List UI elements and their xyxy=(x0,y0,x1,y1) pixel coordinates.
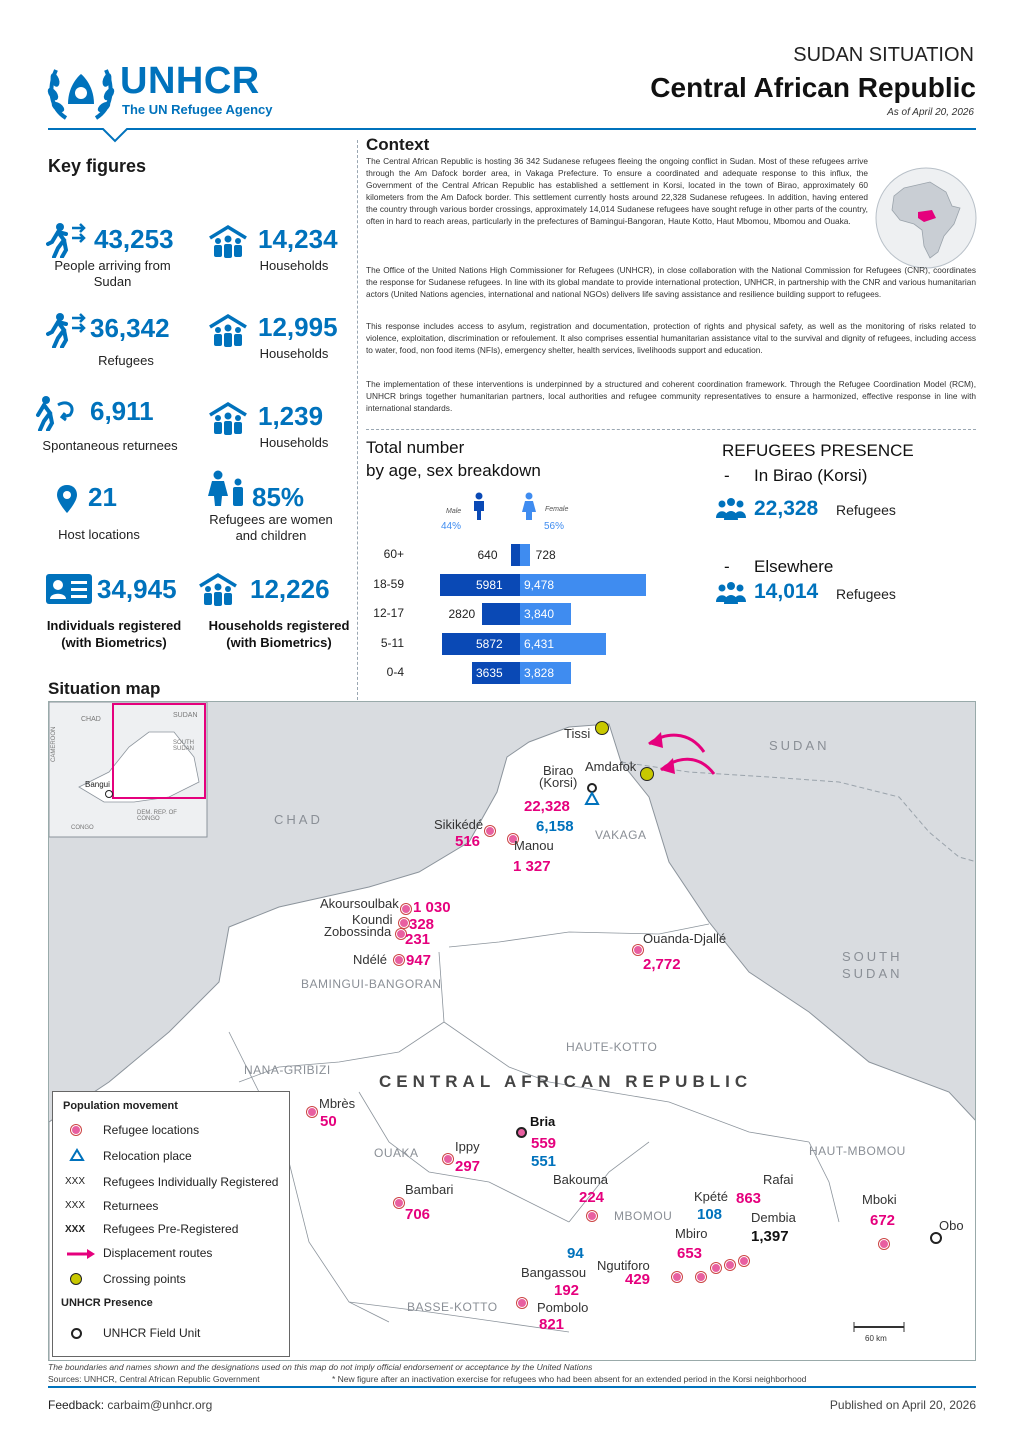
birao-returnees: 6,158 xyxy=(536,818,574,835)
sikikede-refugees: 516 xyxy=(455,833,481,850)
female-bar-value: 6,431 xyxy=(524,636,555,651)
legend-route-arrow-icon xyxy=(65,1248,97,1260)
refugee-location-dot xyxy=(399,918,409,928)
legend-preregistered: Refugees Pre-Registered xyxy=(103,1222,239,1236)
zobossinda-refugees: 231 xyxy=(405,931,431,948)
place-zobossinda: Zobossinda xyxy=(324,924,392,939)
place-ippy: Ippy xyxy=(455,1139,480,1154)
inset-cameroon: CAMEROON xyxy=(51,726,57,762)
returnee-households-value: 1,239 xyxy=(258,401,324,431)
place-korsi: (Korsi) xyxy=(539,775,578,790)
section-divider xyxy=(366,429,976,430)
situation-map-title: Situation map xyxy=(48,679,161,698)
household-icon xyxy=(206,224,250,258)
age-group-label: 12-17 xyxy=(373,606,404,620)
birao-value: 22,328 xyxy=(754,497,819,520)
bambari-refugees: 706 xyxy=(405,1206,431,1223)
field-unit-obo xyxy=(930,1232,942,1244)
elsewhere-label: Elsewhere xyxy=(754,557,834,576)
place-ouanda: Ouanda-Djallé xyxy=(643,931,727,946)
koundi-refugees: 328 xyxy=(409,916,435,933)
context-paragraph-2: The Office of the United Nations High Commissioner for Refugees (UNHCR), in close collaboration with the National Commission for Refugees (CNR), coordinates the response for Sudanese refugees. In line with its global mandate to provide international protection, UNHCR, in partnership with the CNR and various humanitarian actors (United Nations agencies, international and national NGOs) delivers life saving assistance and resilience building support to refugees. xyxy=(366,265,976,300)
bria-returnees: 551 xyxy=(531,1153,557,1170)
age-group-label: 5-11 xyxy=(380,635,404,650)
place-bria: Bria xyxy=(530,1114,556,1129)
country-south-sudan-1: SOUTH xyxy=(842,949,903,964)
male-bar-value: 5872 xyxy=(476,636,503,651)
arrivals-value: 43,253 xyxy=(94,224,174,254)
inset-drc: DEM. REP. OF CONGO xyxy=(137,810,177,822)
place-birao: Birao xyxy=(543,763,574,778)
place-mboki: Mboki xyxy=(862,1192,897,1207)
arrivals-label: People arriving from Sudan xyxy=(54,258,171,290)
ndele-refugees: 947 xyxy=(406,952,432,969)
legend-refugee-dot xyxy=(71,1125,81,1135)
presence-dash-2: - xyxy=(724,557,730,576)
ippy-refugees: 297 xyxy=(455,1158,481,1175)
female-bar-value: 9,478 xyxy=(524,577,555,592)
laurel-icon xyxy=(46,60,116,124)
inset-chad: CHAD xyxy=(81,716,101,723)
legend-xxx-pink: XXX xyxy=(65,1176,86,1187)
bakouma-refugees: 224 xyxy=(579,1189,605,1206)
people-group-icon xyxy=(714,582,748,606)
age-group-label: 0-4 xyxy=(386,665,404,679)
place-pombolo: Pombolo xyxy=(537,1300,589,1315)
male-bar xyxy=(511,544,520,566)
region-ouaka: OUAKA xyxy=(374,1146,419,1160)
manou-refugees: 1 327 xyxy=(513,858,551,875)
bangui-marker xyxy=(105,790,113,798)
refugee-person-icon xyxy=(46,312,90,348)
birao-refugees: 22,328 xyxy=(524,798,570,815)
household-icon xyxy=(206,313,250,347)
legend-returnees: Returnees xyxy=(103,1199,159,1213)
place-kpete: Kpété xyxy=(694,1189,728,1204)
kpete-returnees: 108 xyxy=(697,1206,723,1223)
refugee-location-dot xyxy=(394,955,404,965)
page-title: Central African Republic xyxy=(650,72,976,103)
bria-refugees: 559 xyxy=(531,1135,557,1152)
header-pointer xyxy=(100,128,130,144)
place-mbres: Mbrès xyxy=(319,1096,356,1111)
country-chad: CHAD xyxy=(274,812,323,827)
inset-bangui: Bangui xyxy=(85,780,110,789)
place-bangassou: Bangassou xyxy=(521,1265,587,1280)
birao-unit: Refugees xyxy=(836,502,896,518)
male-bar-value: 2820 xyxy=(448,607,476,621)
returnees-label: Spontaneous returnees xyxy=(42,438,178,453)
households-registered-value: 12,226 xyxy=(250,574,330,604)
age-group-label: 60+ xyxy=(383,547,404,561)
region-nana: NANA-GRIBIZI xyxy=(244,1063,331,1077)
legend-xxx-blue: XXX xyxy=(65,1200,86,1211)
arrivals-households-value: 14,234 xyxy=(258,224,338,254)
household-icon xyxy=(206,401,250,435)
place-mbiro: Mbiro xyxy=(675,1226,708,1241)
refugee-location-dot xyxy=(517,1298,527,1308)
refugee-location-dot xyxy=(587,1211,597,1221)
refugee-location-dot xyxy=(696,1272,706,1282)
id-card-icon xyxy=(46,574,92,604)
returnees-value: 6,911 xyxy=(90,396,154,426)
mbiro-refugees: 653 xyxy=(677,1245,703,1262)
host-locations-label: Host locations xyxy=(58,527,140,542)
scale-label: 60 km xyxy=(865,1334,887,1343)
female-bar xyxy=(520,544,530,566)
mbres-refugees: 50 xyxy=(320,1113,337,1130)
context-paragraph-3: This response includes access to asylum, registration and documentation, protection of rights and physical safety, as well as the monitoring of risks related to violence, exploitation, discrimination or refoulement. It also comprises essential humanitarian assistance vital to the survival and dignity of refugees, including access to water, food, non food items (NFIs), emergency shelter, health services, livelihoods support and education. xyxy=(366,321,976,356)
place-ngutiforo: Ngutiforo xyxy=(597,1258,650,1273)
place-sikikede: Sikikédé xyxy=(434,817,484,832)
refugee-location-dot xyxy=(739,1256,749,1266)
female-bar-value: 3,840 xyxy=(524,607,555,621)
key-figures-title: Key figures xyxy=(48,156,147,176)
age-group-label: 18-59 xyxy=(373,576,404,591)
pombolo-refugees: 821 xyxy=(539,1316,565,1333)
male-legend-label: Male xyxy=(446,508,462,515)
female-bar-value: 728 xyxy=(535,548,556,562)
refugee-location-dot xyxy=(633,945,643,955)
place-amdafok: Amdafok xyxy=(585,759,637,774)
place-rafai: Rafai xyxy=(763,1172,794,1187)
refugee-households-label: Households xyxy=(259,346,329,361)
region-mbomou: MBOMOU xyxy=(614,1209,673,1223)
male-bar-value: 640 xyxy=(477,548,498,562)
refugee-location-dot xyxy=(879,1239,889,1249)
legend-refugee-locations: Refugee locations xyxy=(103,1123,200,1137)
age-sex-title xyxy=(366,437,541,483)
refugees-label: Refugees xyxy=(98,353,154,368)
age-sex-title-line2: by age, sex breakdown xyxy=(366,460,541,480)
place-akoursoulbak: Akoursoulbak xyxy=(320,896,399,911)
refugee-location-dot xyxy=(307,1107,317,1117)
field-unit-bria xyxy=(516,1127,527,1138)
footer-rule xyxy=(48,1386,976,1388)
refugee-households-value: 12,995 xyxy=(258,312,338,342)
legend-population-title: Population movement xyxy=(63,1100,178,1112)
place-dembia: Dembia xyxy=(751,1210,796,1225)
birao-label: In Birao (Korsi) xyxy=(754,466,868,485)
place-bakouma: Bakouma xyxy=(553,1172,608,1187)
relocation-marker xyxy=(582,782,602,806)
context-title: Context xyxy=(366,135,430,154)
inset-sudan: SUDAN xyxy=(173,712,198,719)
presence-dash-1: - xyxy=(724,466,730,485)
place-manou: Manou xyxy=(514,838,554,853)
legend-presence-title: UNHCR Presence xyxy=(61,1297,153,1309)
country-sudan: SUDAN xyxy=(769,738,830,753)
elsewhere-value: 14,014 xyxy=(754,580,819,603)
inset-congo: CONGO xyxy=(71,825,94,831)
dembia-preregistered: 1,397 xyxy=(751,1228,789,1245)
place-koundi: Koundi xyxy=(352,912,393,927)
inset-south-sudan: SOUTH SUDAN xyxy=(173,740,195,752)
legend-crossing-icon xyxy=(70,1273,82,1285)
crossing-point-tissi xyxy=(595,721,609,735)
female-bar-value: 3,828 xyxy=(524,666,555,680)
returnee-households-label: Households xyxy=(259,435,329,450)
presence-title: REFUGEES PRESENCE xyxy=(722,441,914,460)
akoursoulbak-refugees: 1 030 xyxy=(413,899,451,916)
refugee-location-dot xyxy=(394,1198,404,1208)
legend-routes: Displacement routes xyxy=(103,1246,213,1260)
context-paragraph-1: The Central African Republic is hosting 36 342 Sudanese refugees fleeing the ongoing conflict in Sudan. Most of these refugees arrive through the Am Dafock border area, in Vakaga Prefecture. To ensure a coordinated and adequate response to this influx, the Government of the Central African Republic has established a settlement in Korsi, located in the town of Birao, approximately 60 kilometers from the Am Dafock border. This settlement currently hosts around 22,328 Sudanese refugees. In addition, having entered the country through various border crossings, approximately 14,014 Sudanese refugees have sought refuge in other parts of the country, often in hard to reach areas, particularly in the prefectures of Bamingui-Bangoran, Haute Kotto, Haut Mbomou, Mbomou and Ouaka. xyxy=(366,156,868,227)
map-sources: Sources: UNHCR, Central African Republic Government xyxy=(48,1374,260,1384)
male-bar-value: 3635 xyxy=(476,666,503,680)
region-vakaga: VAKAGA xyxy=(595,828,647,842)
rafai-refugees: 863 xyxy=(736,1190,762,1207)
household-icon xyxy=(196,572,240,606)
women-children-label: Refugees are women and children xyxy=(209,512,333,544)
place-obo: Obo xyxy=(939,1218,964,1233)
bangassou-refugees: 192 xyxy=(554,1282,580,1299)
refugee-location-dot xyxy=(672,1272,682,1282)
published-date: Published on April 20, 2026 xyxy=(829,1398,976,1412)
ouanda-refugees: 2,772 xyxy=(643,956,681,973)
mboki-refugees: 672 xyxy=(870,1212,896,1229)
woman-child-icon xyxy=(206,470,248,506)
individuals-registered-value: 34,945 xyxy=(97,574,177,604)
women-children-value: 85% xyxy=(252,482,305,512)
female-icon xyxy=(520,492,538,520)
region-haut-mbomou: HAUT-MBOMOU xyxy=(809,1144,906,1158)
place-ndele: Ndélé xyxy=(353,952,387,967)
legend-crossing: Crossing points xyxy=(103,1272,186,1286)
header-rule xyxy=(48,128,976,130)
refugee-location-dot xyxy=(725,1260,735,1270)
region-haute-kotto: HAUTE-KOTTO xyxy=(566,1040,658,1054)
female-legend-label: Female xyxy=(545,506,569,513)
refugee-location-dot xyxy=(401,904,411,914)
map-note: * New figure after an inactivation exercise for refugees who had been absent for an extended period in the Korsi neighborhood xyxy=(332,1374,807,1384)
feedback xyxy=(48,1398,212,1412)
place-bambari: Bambari xyxy=(405,1182,454,1197)
arriving-person-icon xyxy=(46,222,90,258)
region-bamingui: BAMINGUI-BANGORAN xyxy=(301,977,442,991)
situation-kicker: SUDAN SITUATION xyxy=(793,44,974,66)
region-basse-kotto: BASSE-KOTTO xyxy=(407,1300,498,1314)
org-name: UNHCR xyxy=(120,60,260,102)
refugee-location-dot xyxy=(711,1263,721,1273)
crossing-point-amdafok xyxy=(640,767,654,781)
individuals-registered-label: Individuals registered (with Biometrics) xyxy=(46,618,182,650)
africa-locator-map xyxy=(874,166,978,275)
org-tagline: The UN Refugee Agency xyxy=(122,102,273,117)
returnee-icon xyxy=(34,395,80,431)
households-registered-label: Households registered (with Biometrics) xyxy=(208,618,350,650)
as-of-date: As of April 20, 2026 xyxy=(887,107,974,118)
location-pin-icon xyxy=(57,485,77,513)
people-group-icon xyxy=(714,498,748,522)
bangassou-returnees: 94 xyxy=(567,1245,584,1262)
legend-field-unit: UNHCR Field Unit xyxy=(103,1326,201,1340)
age-sex-title-line1: Total number xyxy=(366,438,465,457)
refugee-location-dot xyxy=(485,826,495,836)
country-south-sudan-2: SUDAN xyxy=(842,966,903,981)
male-percent: 44% xyxy=(441,521,462,532)
refugees-value: 36,342 xyxy=(90,313,170,343)
map-disclaimer: The boundaries and names shown and the designations used on this map do not imply official endorsement or acceptance by the United Nations xyxy=(48,1362,593,1372)
legend-xxx-black: XXX xyxy=(65,1224,86,1235)
female-percent: 56% xyxy=(544,521,565,532)
refugee-location-dot xyxy=(443,1154,453,1164)
context-paragraph-4: The implementation of these interventions is underpinned by a structured and coherent coordination framework. Through the Refugee Coordination Model (RCM), UNHCR brings together humanitarian partners, local authorities and refugee community representatives to ensure a harmonized, effective response in line with international standards. xyxy=(366,379,976,414)
legend-relocation: Relocation place xyxy=(103,1149,192,1163)
feedback-email[interactable]: carbaim@unhcr.org xyxy=(107,1398,213,1412)
column-divider xyxy=(357,140,358,700)
country-car: CENTRAL AFRICAN REPUBLIC xyxy=(379,1072,753,1091)
ngutiforo-refugees: 429 xyxy=(625,1271,651,1288)
legend-field-unit-icon xyxy=(71,1328,82,1339)
elsewhere-unit: Refugees xyxy=(836,586,896,602)
arrivals-households-label: Households xyxy=(259,258,329,273)
map-legend xyxy=(52,1091,290,1357)
place-tissi: Tissi xyxy=(564,726,591,741)
male-bar xyxy=(482,603,520,625)
legend-relocation-icon xyxy=(69,1148,85,1162)
male-bar-value: 5981 xyxy=(476,577,503,592)
legend-individually: Refugees Individually Registered xyxy=(103,1175,279,1189)
male-icon xyxy=(470,492,488,520)
feedback-label: Feedback: xyxy=(48,1398,105,1412)
host-locations-value: 21 xyxy=(88,482,117,512)
